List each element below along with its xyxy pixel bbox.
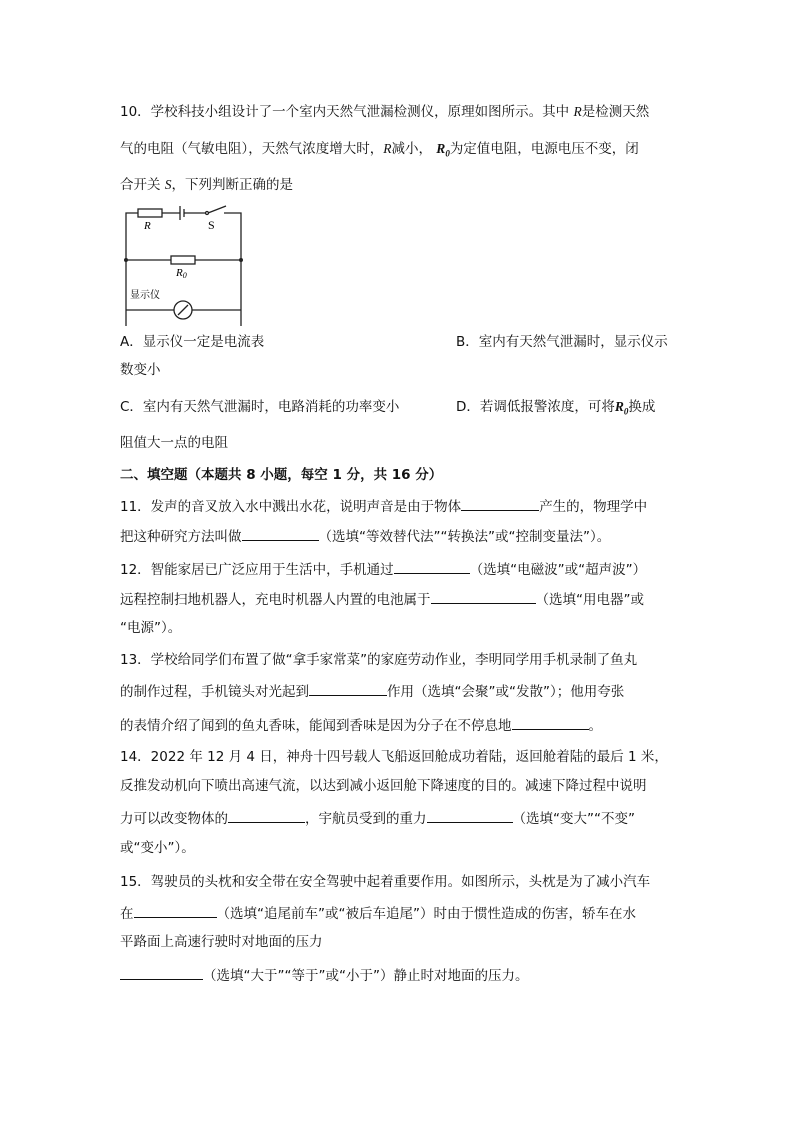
option-d-cont: 阻值大一点的电阻 <box>120 435 228 451</box>
text: 减小， <box>391 141 432 157</box>
text: （选填“变大”“不变” <box>512 811 635 827</box>
text: 把这种研究方法叫做 <box>120 529 242 545</box>
text: 11．发声的音叉放入水中溅出水花，说明声音是由于物体 <box>120 499 462 515</box>
text: 远程控制扫地机器人，充电时机器人内置的电池属于 <box>120 592 431 608</box>
option-a: A．显示仪一定是电流表 <box>120 334 265 350</box>
answer-blank[interactable] <box>431 589 536 604</box>
q12-line1 <box>120 559 646 579</box>
r: R <box>614 399 624 414</box>
answer-blank[interactable] <box>512 715 589 730</box>
answer-blank[interactable] <box>309 681 387 696</box>
q14-line3 <box>120 808 635 828</box>
q13-line3 <box>120 715 602 735</box>
text: D．若调低报警浓度，可将 <box>456 399 615 415</box>
answer-blank[interactable] <box>427 808 513 823</box>
text: （选填“电磁波”或“超声波”） <box>469 562 647 578</box>
q12-line2 <box>120 589 644 609</box>
text: 10．学校科技小组设计了一个室内天然气泄漏检测仪，原理如图所示。其中 <box>120 104 574 120</box>
option-c: C．室内有天然气泄漏时，电路消耗的功率变小 <box>120 399 400 415</box>
answer-blank[interactable] <box>461 496 539 511</box>
q10-line2 <box>120 140 639 163</box>
q15-line1: 15．驾驶员的头枕和安全带在安全驾驶中起着重要作用。如图所示，头枕是为了减小汽车 <box>120 874 651 890</box>
text: （选填“追尾前车”或“被后车追尾”）时由于惯性造成的伤害，轿车在水 <box>216 906 636 922</box>
label-meter: 显示仪 <box>130 290 160 301</box>
r: R <box>176 267 183 279</box>
q10-line3 <box>120 176 293 194</box>
answer-blank[interactable] <box>134 903 217 918</box>
text: ，宇航员受到的重力 <box>305 811 427 827</box>
text: 产生的，物理学中 <box>539 499 648 515</box>
q15-line3: 平路面上高速行驶时对地面的压力 <box>120 934 323 950</box>
sub: 0 <box>182 271 187 280</box>
answer-blank[interactable] <box>120 965 203 980</box>
var-s: S <box>164 177 172 192</box>
var-r: R <box>573 104 582 119</box>
answer-blank[interactable] <box>228 808 305 823</box>
var-r: R <box>383 141 392 156</box>
text: 。 <box>588 718 602 734</box>
sub: 0 <box>623 406 629 417</box>
q15-line4 <box>120 965 528 985</box>
q10-line1 <box>120 103 649 121</box>
text: 作用（选填“会聚”或“发散”）；他用夸张 <box>387 684 625 700</box>
text: ，下列判断正确的是 <box>171 177 294 193</box>
section-heading: 二、填空题（本题共 8 小题，每空 1 分，共 16 分） <box>120 467 443 483</box>
q13-line2 <box>120 681 624 701</box>
label-s: S <box>208 218 215 232</box>
q11-line1 <box>120 496 647 516</box>
text: 气的电阻（气敏电阻），天然气浓度增大时， <box>120 141 384 157</box>
q12-line3: “电源”）。 <box>120 620 182 636</box>
var-r0 <box>436 141 450 159</box>
text: （选填“大于”“等于”或“小于”）静止时对地面的压力。 <box>203 968 529 984</box>
text: 12．智能家居已广泛应用于生活中，手机通过 <box>120 562 394 578</box>
sub: 0 <box>445 148 450 159</box>
text: （选填“等效替代法”“转换法”或“控制变量法”）。 <box>318 529 611 545</box>
text: 是检测天然 <box>581 104 650 120</box>
text: 在 <box>120 906 134 922</box>
text: 合开关 <box>120 177 165 193</box>
text: 的表情介绍了闻到的鱼丸香味，能闻到香味是因为分子在不停息地 <box>120 718 512 734</box>
q15-line2 <box>120 903 636 923</box>
answer-blank[interactable] <box>242 526 319 541</box>
option-b: B．室内有天然气泄漏时，显示仪示 <box>456 334 668 350</box>
text: 换成 <box>628 399 656 415</box>
text: 为定值电阻，电源电压不变，闭 <box>449 141 639 157</box>
text: （选填“用电器”或 <box>535 592 644 608</box>
text: 的制作过程，手机镜头对光起到 <box>120 684 309 700</box>
option-d <box>456 398 655 421</box>
q14-line1: 14．2022 年 12 月 4 日，神舟十四号载人飞船返回舱成功着陆，返回舱着陆的最后 1 米， <box>120 749 668 765</box>
label-r: R <box>144 220 151 232</box>
label-r0 <box>175 267 187 280</box>
answer-blank[interactable] <box>394 559 470 574</box>
circuit-diagram <box>116 198 246 320</box>
var-r0 <box>614 399 629 417</box>
r: R <box>436 141 446 156</box>
text: 力可以改变物体的 <box>120 811 228 827</box>
q13-line1: 13．学校给同学们布置了做“拿手家常菜”的家庭劳动作业，李明同学用手机录制了鱼丸 <box>120 652 638 668</box>
q11-line2 <box>120 526 610 546</box>
q14-line2: 反推发动机向下喷出高速气流，以达到减小返回舱下降速度的目的。减速下降过程中说明 <box>120 778 647 794</box>
q14-line4: 或“变小”）。 <box>120 840 195 856</box>
option-b-cont: 数变小 <box>120 362 161 378</box>
